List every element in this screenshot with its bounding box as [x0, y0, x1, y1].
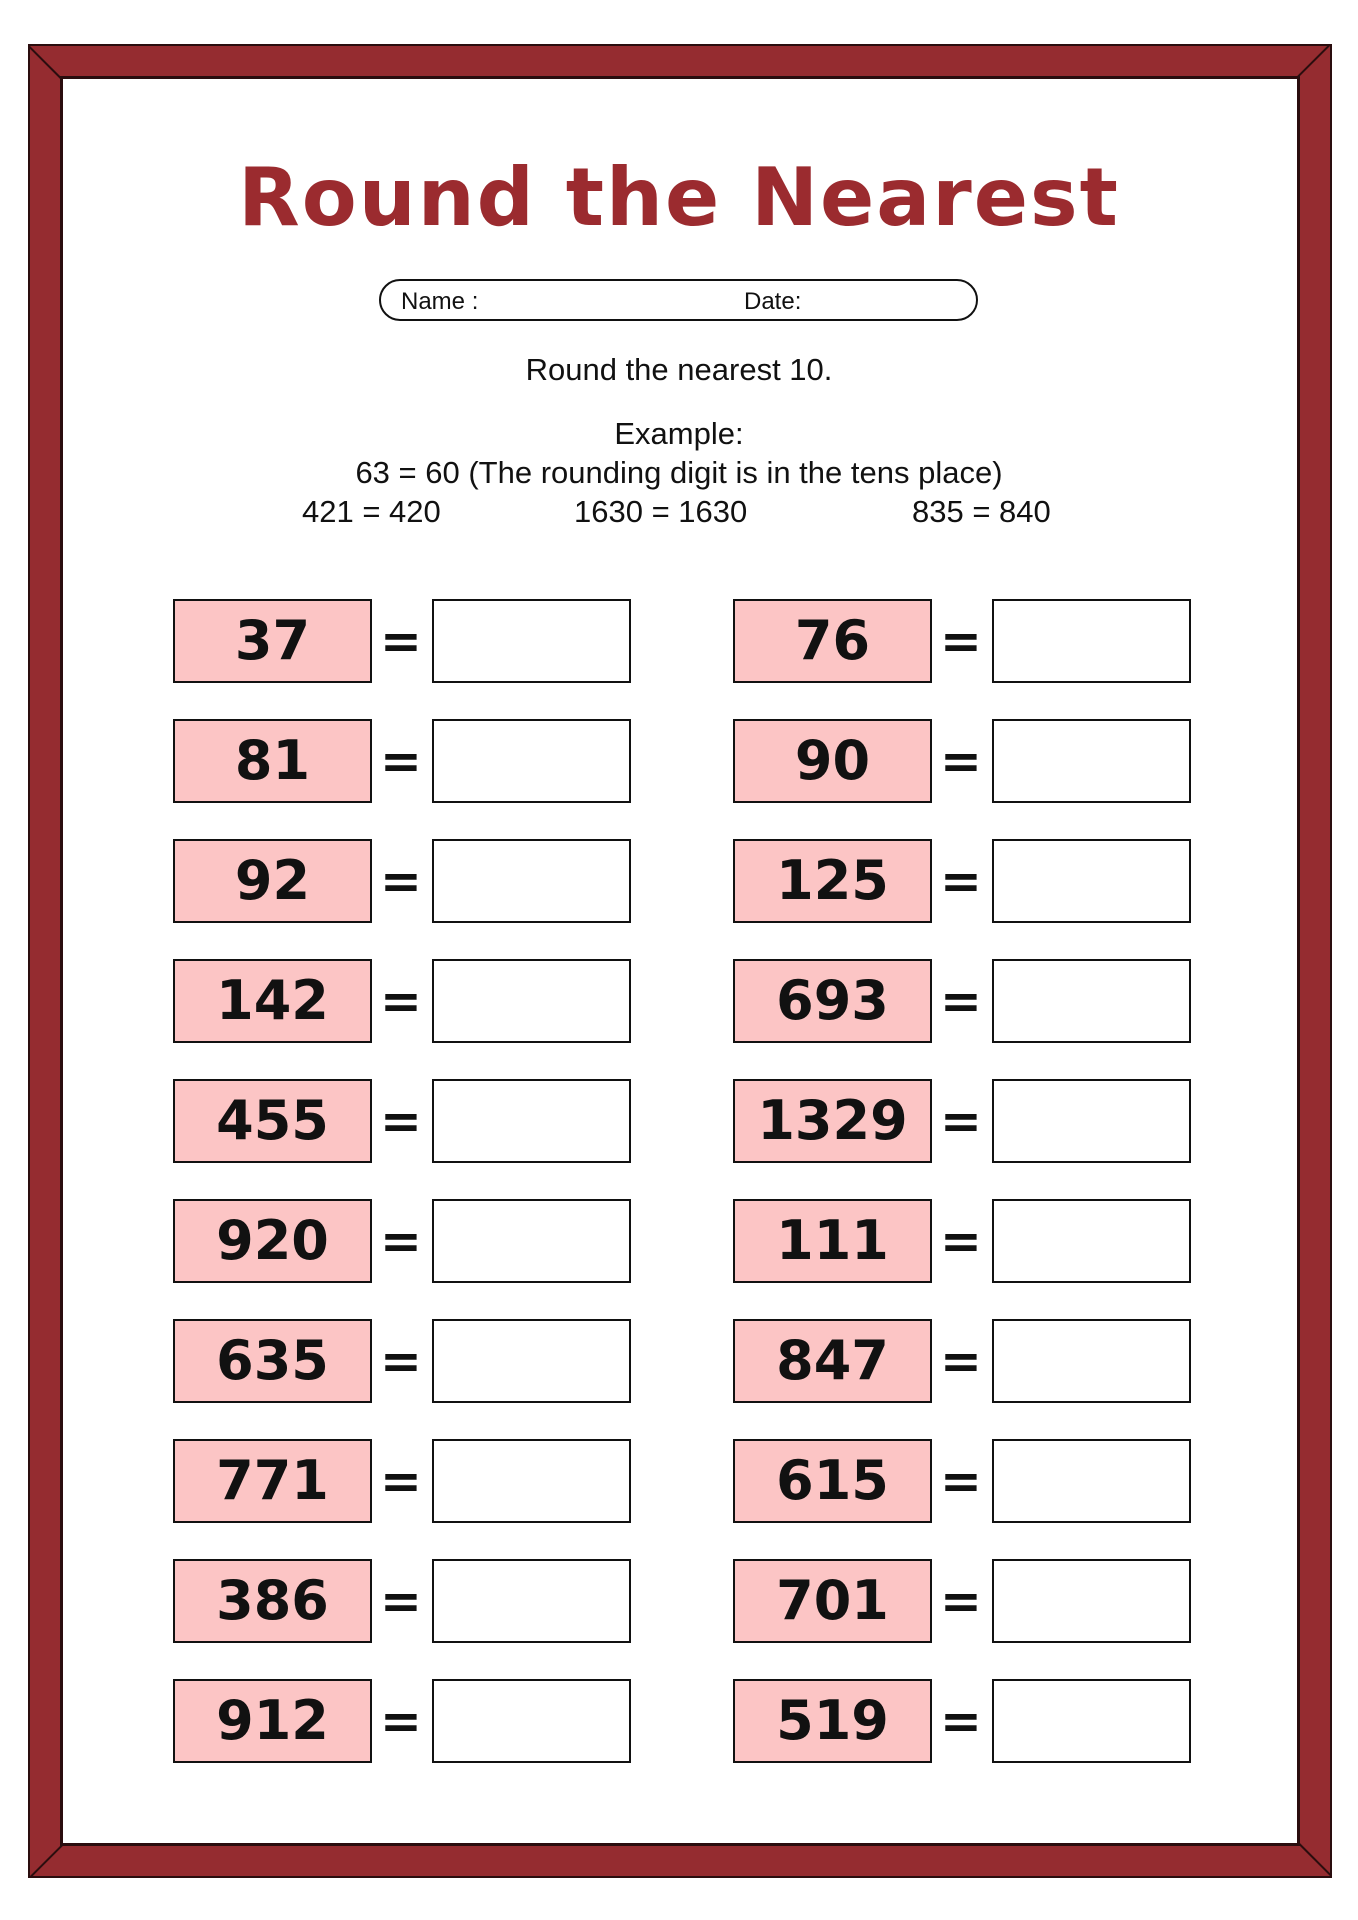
answer-box-right-3[interactable]: [992, 839, 1191, 923]
equals-sign: =: [940, 852, 982, 910]
problem-number-box: 111: [733, 1199, 932, 1283]
answer-box-left-10[interactable]: [432, 1679, 631, 1763]
answer-box-left-4[interactable]: [432, 959, 631, 1043]
example-item: 835 = 840: [912, 494, 1051, 529]
problem-number-box: 142: [173, 959, 372, 1043]
problem-number-box: 519: [733, 1679, 932, 1763]
instruction-text: Round the nearest 10.: [525, 352, 833, 387]
example-main: 63 = 60 (The rounding digit is in the tens place): [355, 455, 1003, 490]
equals-sign: =: [940, 1092, 982, 1150]
example-item: 421 = 420: [302, 494, 441, 529]
problem-number-box: 90: [733, 719, 932, 803]
equals-sign: =: [380, 972, 422, 1030]
answer-box-right-5[interactable]: [992, 1079, 1191, 1163]
equals-sign: =: [380, 1452, 422, 1510]
equals-sign: =: [380, 1092, 422, 1150]
problem-number-box: 37: [173, 599, 372, 683]
problem-number-box: 92: [173, 839, 372, 923]
answer-box-right-10[interactable]: [992, 1679, 1191, 1763]
equals-sign: =: [380, 1572, 422, 1630]
problem-number-box: 693: [733, 959, 932, 1043]
equals-sign: =: [940, 1692, 982, 1750]
problem-number-box: 76: [733, 599, 932, 683]
problem-number-box: 615: [733, 1439, 932, 1523]
answer-box-left-1[interactable]: [432, 599, 631, 683]
equals-sign: =: [380, 1692, 422, 1750]
equals-sign: =: [380, 732, 422, 790]
equals-sign: =: [940, 732, 982, 790]
problem-number-box: 386: [173, 1559, 372, 1643]
answer-box-left-2[interactable]: [432, 719, 631, 803]
equals-sign: =: [380, 852, 422, 910]
answer-box-left-6[interactable]: [432, 1199, 631, 1283]
problem-number-box: 701: [733, 1559, 932, 1643]
problem-number-box: 125: [733, 839, 932, 923]
answer-box-left-9[interactable]: [432, 1559, 631, 1643]
answer-box-right-6[interactable]: [992, 1199, 1191, 1283]
problem-number-box: 771: [173, 1439, 372, 1523]
answer-box-left-8[interactable]: [432, 1439, 631, 1523]
example-item: 1630 = 1630: [574, 494, 748, 529]
worksheet-title: Round the Nearest: [238, 151, 1120, 244]
answer-box-left-5[interactable]: [432, 1079, 631, 1163]
equals-sign: =: [940, 1452, 982, 1510]
equals-sign: =: [380, 612, 422, 670]
name-date-bar: [379, 279, 978, 321]
answer-box-right-2[interactable]: [992, 719, 1191, 803]
problem-number-box: 455: [173, 1079, 372, 1163]
problem-number-box: 635: [173, 1319, 372, 1403]
equals-sign: =: [940, 1332, 982, 1390]
example-label: Example:: [614, 416, 744, 451]
problem-number-box: 81: [173, 719, 372, 803]
equals-sign: =: [380, 1212, 422, 1270]
problem-number-box: 920: [173, 1199, 372, 1283]
equals-sign: =: [380, 1332, 422, 1390]
problem-number-box: 912: [173, 1679, 372, 1763]
problem-number-box: 847: [733, 1319, 932, 1403]
problem-number-box: 1329: [733, 1079, 932, 1163]
answer-box-left-7[interactable]: [432, 1319, 631, 1403]
name-label: Name :: [401, 288, 479, 315]
equals-sign: =: [940, 1212, 982, 1270]
answer-box-left-3[interactable]: [432, 839, 631, 923]
date-label: Date:: [744, 288, 802, 315]
equals-sign: =: [940, 612, 982, 670]
equals-sign: =: [940, 972, 982, 1030]
answer-box-right-4[interactable]: [992, 959, 1191, 1043]
equals-sign: =: [940, 1572, 982, 1630]
answer-box-right-1[interactable]: [992, 599, 1191, 683]
answer-box-right-9[interactable]: [992, 1559, 1191, 1643]
answer-box-right-7[interactable]: [992, 1319, 1191, 1403]
answer-box-right-8[interactable]: [992, 1439, 1191, 1523]
